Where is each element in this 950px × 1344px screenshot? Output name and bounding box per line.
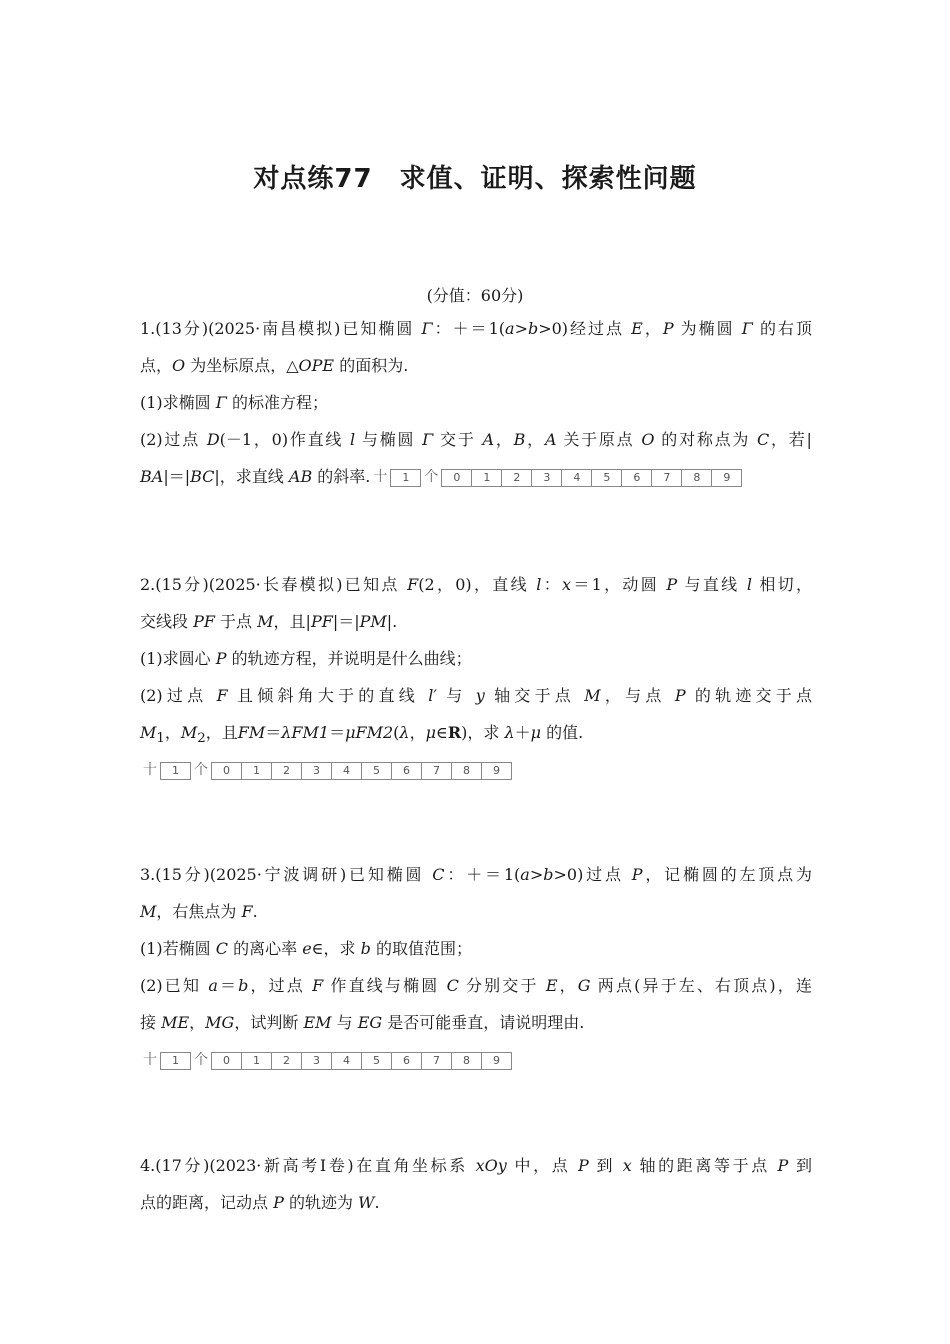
q3-part-1: (1)若椭圆 C 的离心率 e∈，求 b 的取值范围； xyxy=(140,939,472,958)
answer-grid: 十 1 个 0 1 2 3 4 5 6 7 8 9 xyxy=(370,459,742,496)
q2-line-5: $M_1$，$M_2$，且FM＝λFM1＝μFM2(λ，μ∈R)，求 λ＋μ 的值. xyxy=(140,723,584,747)
q1-line-2: 点，O 为坐标原点，△OPE 的面积为. xyxy=(140,356,409,375)
q4-line-2: 点的距离，记动点 P 的轨迹为 W. xyxy=(140,1193,380,1212)
question-2 xyxy=(140,566,812,788)
question-4 xyxy=(140,1147,812,1221)
q1-line-1: 1.(13分)(2025·南昌模拟)已知椭圆 Γ：＋＝1(a>b>0)经过点 E，P 为椭圆 Γ 的右顶 xyxy=(140,319,812,338)
q4-line-1: 4.(17分)(2023·新高考Ⅰ卷)在直角坐标系 xOy 中，点 P 到 x 轴的距离等于点 P 到 xyxy=(140,1156,812,1175)
answer-grid: 十 1 个 0 1 2 3 4 5 6 7 8 9 xyxy=(140,1042,512,1079)
q2-grid-line xyxy=(140,751,812,788)
q3-grid-line xyxy=(140,1041,812,1078)
q1-part-1: (1)求椭圆 Γ 的标准方程； xyxy=(140,393,328,412)
q2-line-1: 2.(15分)(2025·长春模拟)已知点 F(2，0)，直线 l：x＝1，动圆 P 与直线 l 相切， xyxy=(140,575,812,594)
q3-line-1: 3.(15分)(2025·宁波调研)已知椭圆 C：＋＝1(a>b>0)过点 P，记椭圆的左顶点为 xyxy=(140,865,812,884)
answer-grid: 十 1 个 0 1 2 3 4 5 6 7 8 9 xyxy=(140,752,512,789)
q2-part-2: (2)过点 F 且倾斜角大于的直线 l′ 与 y 轴交于点 M，与点 P 的轨迹交于点 xyxy=(140,686,812,705)
q2-line-2: 交线段 PF 于点 M，且|PF|＝|PM|. xyxy=(140,612,398,631)
q3-part-2: (2)已知 a＝b，过点 F 作直线与椭圆 C 分别交于 E，G 两点(异于左、右顶点)，连 xyxy=(140,976,812,995)
q3-line-5: 接 ME，MG，试判断 EM 与 EG 是否可能垂直，请说明理由. xyxy=(140,1013,585,1032)
q3-line-2: M，右焦点为 F. xyxy=(140,902,258,921)
q2-part-1: (1)求圆心 P 的轨迹方程，并说明是什么曲线； xyxy=(140,649,472,668)
score-note: (分值：60分) xyxy=(426,286,524,305)
page-title: 对点练77 求值、证明、探索性问题 xyxy=(253,164,697,194)
q1-part-2: (2)过点 D(－1，0)作直线 l 与椭圆 Γ 交于 A，B，A 关于原点 O 的对称点为 C，若| xyxy=(140,430,812,449)
question-3 xyxy=(140,856,812,1078)
q1-line-5: BA|＝|BC|，求直线 AB 的斜率. 十 1 个 0 1 2 3 4 5 6 7 8 9 xyxy=(140,458,812,495)
question-1 xyxy=(140,310,812,495)
